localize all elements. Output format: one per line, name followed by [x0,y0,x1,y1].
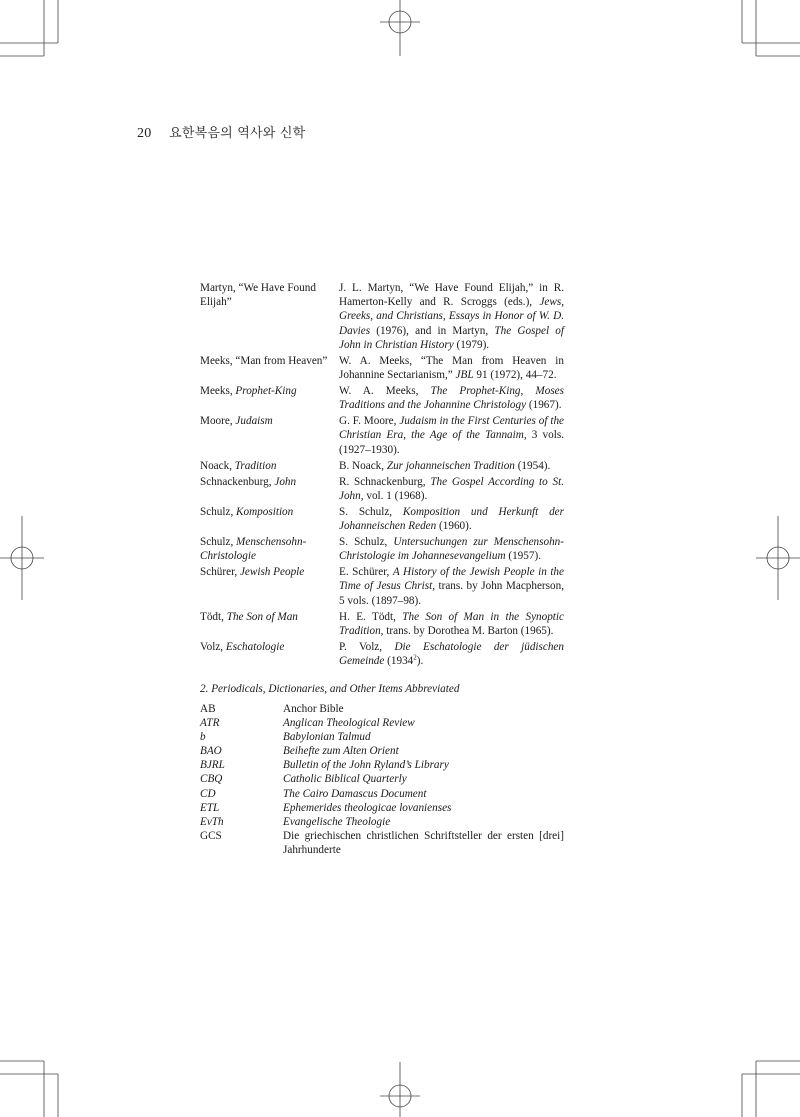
list-item: BAO Beihefte zum Alten Orient [200,745,399,758]
list-item: BJRL Bulletin of the John Ryland’s Library [200,759,449,772]
list-item: Schulz, Komposition S. Schulz, Komposition und Herkunft der Johanneischen Reden (1960). [200,505,565,533]
list-item: Martyn, “We Have Found Elijah” J. L. Martyn, “We Have Found Elijah,” in R. Hamerton-Kelly and R. Scroggs (eds.), Jews, Greeks, and Christians, Essays in Honor of W. D. Davies (1976), and in Martyn, The Gospel of John in Christian History (1979). [200,282,564,351]
list-item: b Babylonian Talmud [200,731,371,744]
list-item: CD The Cairo Damascus Document [200,787,427,800]
list-item: AB Anchor Bible [200,703,344,715]
list-item: Moore, Judaism G. F. Moore, Judaism in the First Centuries of the Christian Era, the Age of the Tannaim, 3 vols. (1927–1930). [200,415,565,456]
section-heading: 2. Periodicals, Dictionaries, and Other Items Abbreviated [200,683,460,695]
periodicals-list [200,702,564,857]
page-number: 20 [137,126,152,141]
list-item: GCS Die griechischen christlichen Schriftsteller der ersten [drei] Jahrhunderte [200,829,564,856]
book-title: 요한복음의 역사와 신학 [169,126,306,141]
list-item: ETL Ephemerides theologicae lovanienses [200,801,452,814]
list-item: EvTh Evangelische Theologie [200,815,391,828]
list-item: Meeks, “Man from Heaven” W. A. Meeks, “The Man from Heaven in Johannine Sectarianism,” JBL 91 (1972), 44–72. [200,354,564,382]
running-head [137,122,305,142]
list-item: Meeks, Prophet-King W. A. Meeks, The Prophet-King, Moses Traditions and the Johannine Christology (1967). [200,385,564,412]
short-title-list [200,281,564,670]
list-item: Schulz, Menschensohn-Christologie S. Schulz, Untersuchungen zur Menschensohn-Christologie im Johannesevangelium (1957). [200,536,564,563]
list-item: Volz, Eschatologie P. Volz, Die Eschatologie der jüdischen Gemeinde (1934$^2$). [200,640,564,668]
list-item: Tödt, The Son of Man H. E. Tödt, The Son of Man in the Synoptic Tradition, trans. by Dorothea M. Barton (1965). [200,610,564,637]
list-item: ATR Anglican Theological Review [200,717,415,730]
list-item: Schnackenburg, John R. Schnackenburg, The Gospel According to St. John, vol. 1 (1968). [200,475,564,502]
list-item: Noack, Tradition B. Noack, Zur johanneischen Tradition (1954). [200,459,551,472]
list-item: Schürer, Jewish People E. Schürer, A History of the Jewish People in the Time of Jesus Christ, trans. by John Macpherson, 5 vols. (1897–98). [200,566,564,607]
list-item: CBQ Catholic Biblical Quarterly [200,773,407,786]
